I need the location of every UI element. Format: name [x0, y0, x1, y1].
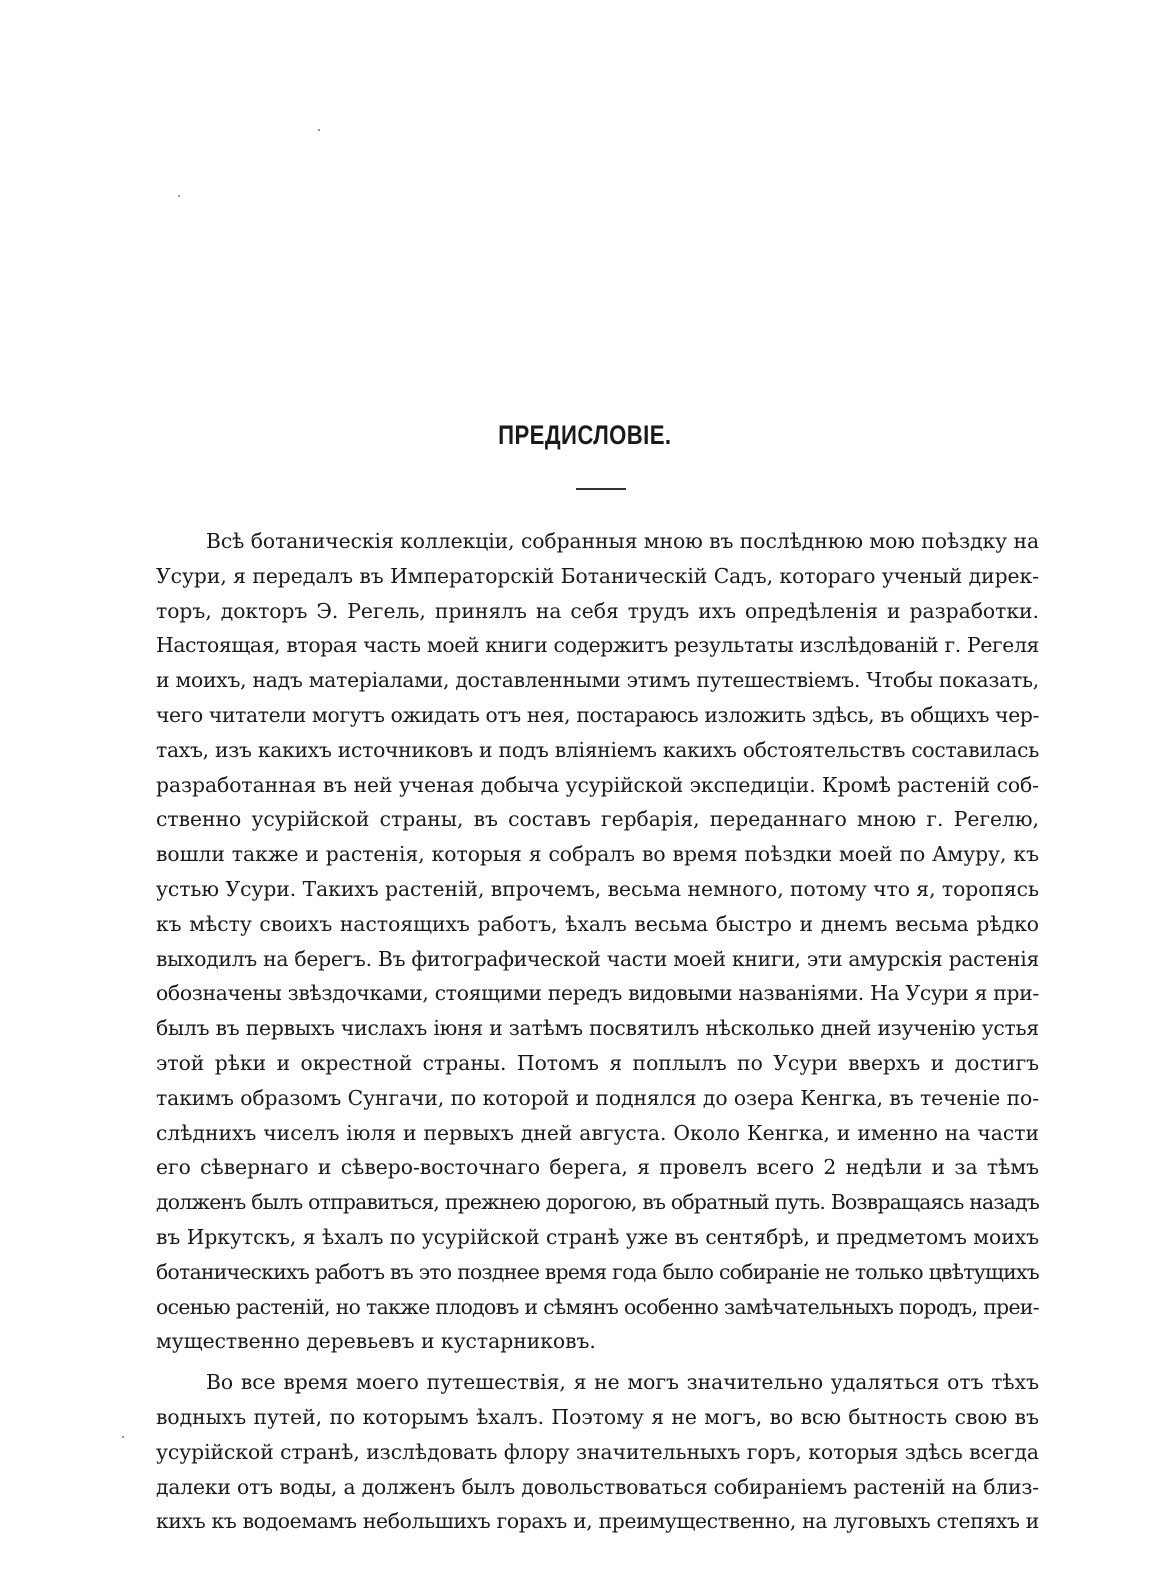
text-line: долженъ былъ отправиться, прежнею дорогою, въ обратный путь. Возвращаясь назадъ — [156, 1190, 1039, 1215]
paragraph — [156, 1365, 1039, 1539]
text-line: этой рѣки и окрестной страны. Потомъ я поплылъ по Усури вверхъ и достигъ — [156, 1050, 1039, 1075]
text-line: ботаническихъ работъ въ это позднее время года было собираніе не только цвѣтущихъ — [156, 1259, 1039, 1284]
paragraph — [156, 524, 1039, 1359]
text-line: его сѣвернаго и сѣверо-восточнаго берега, я провелъ всего 2 недѣли и за тѣмъ — [156, 1155, 1039, 1180]
text-line: мущественно деревьевъ и кустарниковъ. — [156, 1329, 596, 1354]
document-body — [156, 524, 1039, 1539]
text-line: чего читатели могутъ ожидать отъ нея, постараюсь изложить здѣсь, въ общихъ чер- — [156, 702, 1039, 727]
text-line: Настоящая, вторая часть моей книги содержитъ результаты изслѣдованій г. Регеля — [156, 633, 1039, 658]
text-line: обозначены звѣздочками, стоящими передъ видовыми названіями. На Усури я при- — [156, 981, 1039, 1006]
text-line: въ Иркутскъ, я ѣхалъ по усурійской странѣ уже въ сентябрѣ, и предметомъ моихъ — [156, 1224, 1039, 1249]
text-line: устью Усури. Такихъ растеній, впрочемъ, весьма немного, потому что я, торопясь — [156, 876, 1039, 901]
text-line: разработанная въ ней ученая добыча усурійской экспедиціи. Кромѣ растеній соб- — [156, 772, 1039, 797]
text-line: Во все время моего путешествія, я не могъ значительно удаляться отъ тѣхъ — [206, 1370, 1039, 1395]
text-line: далеки отъ воды, а долженъ былъ довольствоваться собираніемъ растеній на близ- — [156, 1474, 1039, 1499]
print-speck — [178, 195, 180, 197]
text-line: Усури, я передалъ въ Императорскій Ботаническій Садъ, котораго ученый дирек- — [156, 563, 1039, 588]
text-line: Всѣ ботаническія коллекціи, собранныя мною въ послѣднюю мою поѣздку на — [206, 529, 1039, 553]
text-line: водныхъ путей, по которымъ ѣхалъ. Поэтому я не могъ, во всю бытность свою въ — [156, 1404, 1039, 1429]
text-line: къ мѣсту своихъ настоящихъ работъ, ѣхалъ весьма быстро и днемъ весьма рѣдко — [156, 911, 1039, 936]
title-divider — [576, 488, 626, 490]
text-line: усурійской странѣ, изслѣдовать флору значительныхъ горъ, которыя здѣсь всегда — [156, 1439, 1039, 1464]
print-speck — [122, 1436, 124, 1438]
text-line: осенью растеній, но также плодовъ и сѣмянъ особенно замѣчательныхъ породъ, преи- — [156, 1294, 1039, 1319]
text-line: выходилъ на берегъ. Въ фитографической части моей книги, эти амурскія растенія — [156, 946, 1039, 971]
text-line: тахъ, изъ какихъ источниковъ и подъ вліяніемъ какихъ обстоятельствъ составилась — [156, 737, 1039, 762]
text-line: и моихъ, надъ матеріалами, доставленными этимъ путешествіемъ. Чтобы показать, — [156, 668, 1039, 693]
text-line: такимъ образомъ Сунгачи, по которой и поднялся до озера Кенгка, въ теченіе по- — [156, 1085, 1039, 1110]
page-title: ПРЕДИСЛОВІЕ. — [498, 420, 672, 450]
text-line: слѣднихъ чиселъ іюля и первыхъ дней августа. Около Кенгка, и именно на части — [156, 1120, 1039, 1145]
text-line: ственно усурійской страны, въ составъ гербарія, переданнаго мною г. Регелю, — [156, 807, 1039, 832]
text-line: былъ въ первыхъ числахъ іюня и затѣмъ посвятилъ нѣсколько дней изученію устья — [156, 1016, 1039, 1041]
text-line: торъ, докторъ Э. Регель, принялъ на себя трудъ ихъ опредѣленія и разработки. — [156, 598, 1039, 623]
text-line: вошли также и растенія, которыя я собралъ во время поѣздки моей по Амуру, къ — [156, 842, 1039, 867]
text-line: кихъ къ водоемамъ небольшихъ горахъ и, преимущественно, на луговыхъ степяхъ и — [156, 1509, 1039, 1534]
print-speck — [318, 129, 320, 131]
